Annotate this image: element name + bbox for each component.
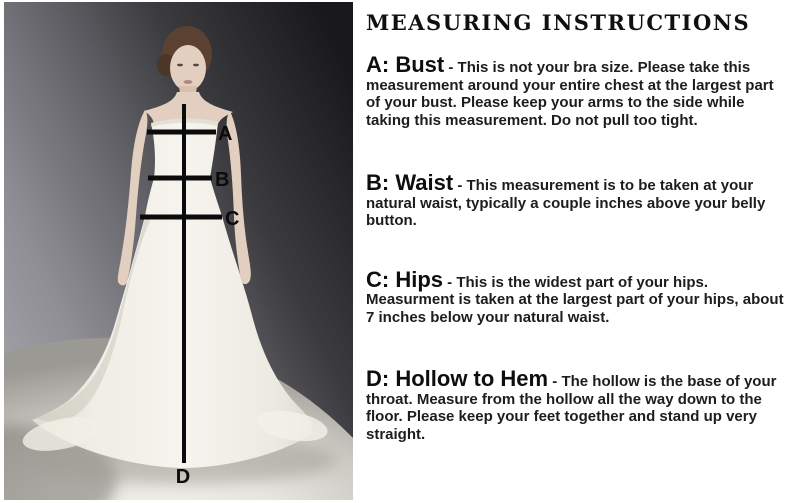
page-title: MEASURING INSTRUCTIONS bbox=[366, 10, 751, 35]
instruction-section-bust bbox=[366, 52, 784, 129]
measurement-photo bbox=[4, 2, 353, 500]
instruction-section-hips bbox=[366, 266, 784, 327]
model-left-eye bbox=[177, 64, 183, 67]
hollow-to-hem-label: D bbox=[175, 466, 191, 488]
model-right-eye bbox=[193, 64, 199, 67]
model-face bbox=[170, 45, 206, 91]
section-heading-bust: A: Bust bbox=[366, 52, 445, 77]
section-heading-waist: B: Waist bbox=[366, 170, 454, 195]
hips-label: C bbox=[225, 208, 240, 230]
section-description-hollow-to-hem: - The hollow is the base of your throat. Measure from the hollow all the way down to the floor. Please keep your feet together and stand up very straight. bbox=[366, 373, 777, 443]
section-description-waist: - This measurement is to be taken at your natural waist, typically a couple inches above your belly button. bbox=[366, 177, 766, 229]
section-heading-hips: C: Hips bbox=[366, 266, 443, 292]
waist-label: B bbox=[215, 169, 230, 191]
measurement-photo-canvas bbox=[4, 2, 353, 500]
bust-label: A bbox=[218, 123, 233, 145]
instruction-section-waist bbox=[366, 170, 784, 230]
instruction-section-hollow-to-hem bbox=[366, 366, 784, 443]
section-description-hips: - This is the widest part of your hips. Measurment is taken at the largest part of your hips, about 7 inches below your natural waist. bbox=[366, 273, 784, 326]
section-description-bust: - This is not your bra size. Please take this measurement around your entire chest at the largest part of your bust. Please keep your arms to the side while taking this measurement. Do not pull too tight. bbox=[366, 59, 774, 129]
model-lips bbox=[184, 80, 193, 84]
section-heading-hollow-to-hem: D: Hollow to Hem bbox=[366, 366, 549, 391]
instructions-panel bbox=[366, 0, 784, 443]
